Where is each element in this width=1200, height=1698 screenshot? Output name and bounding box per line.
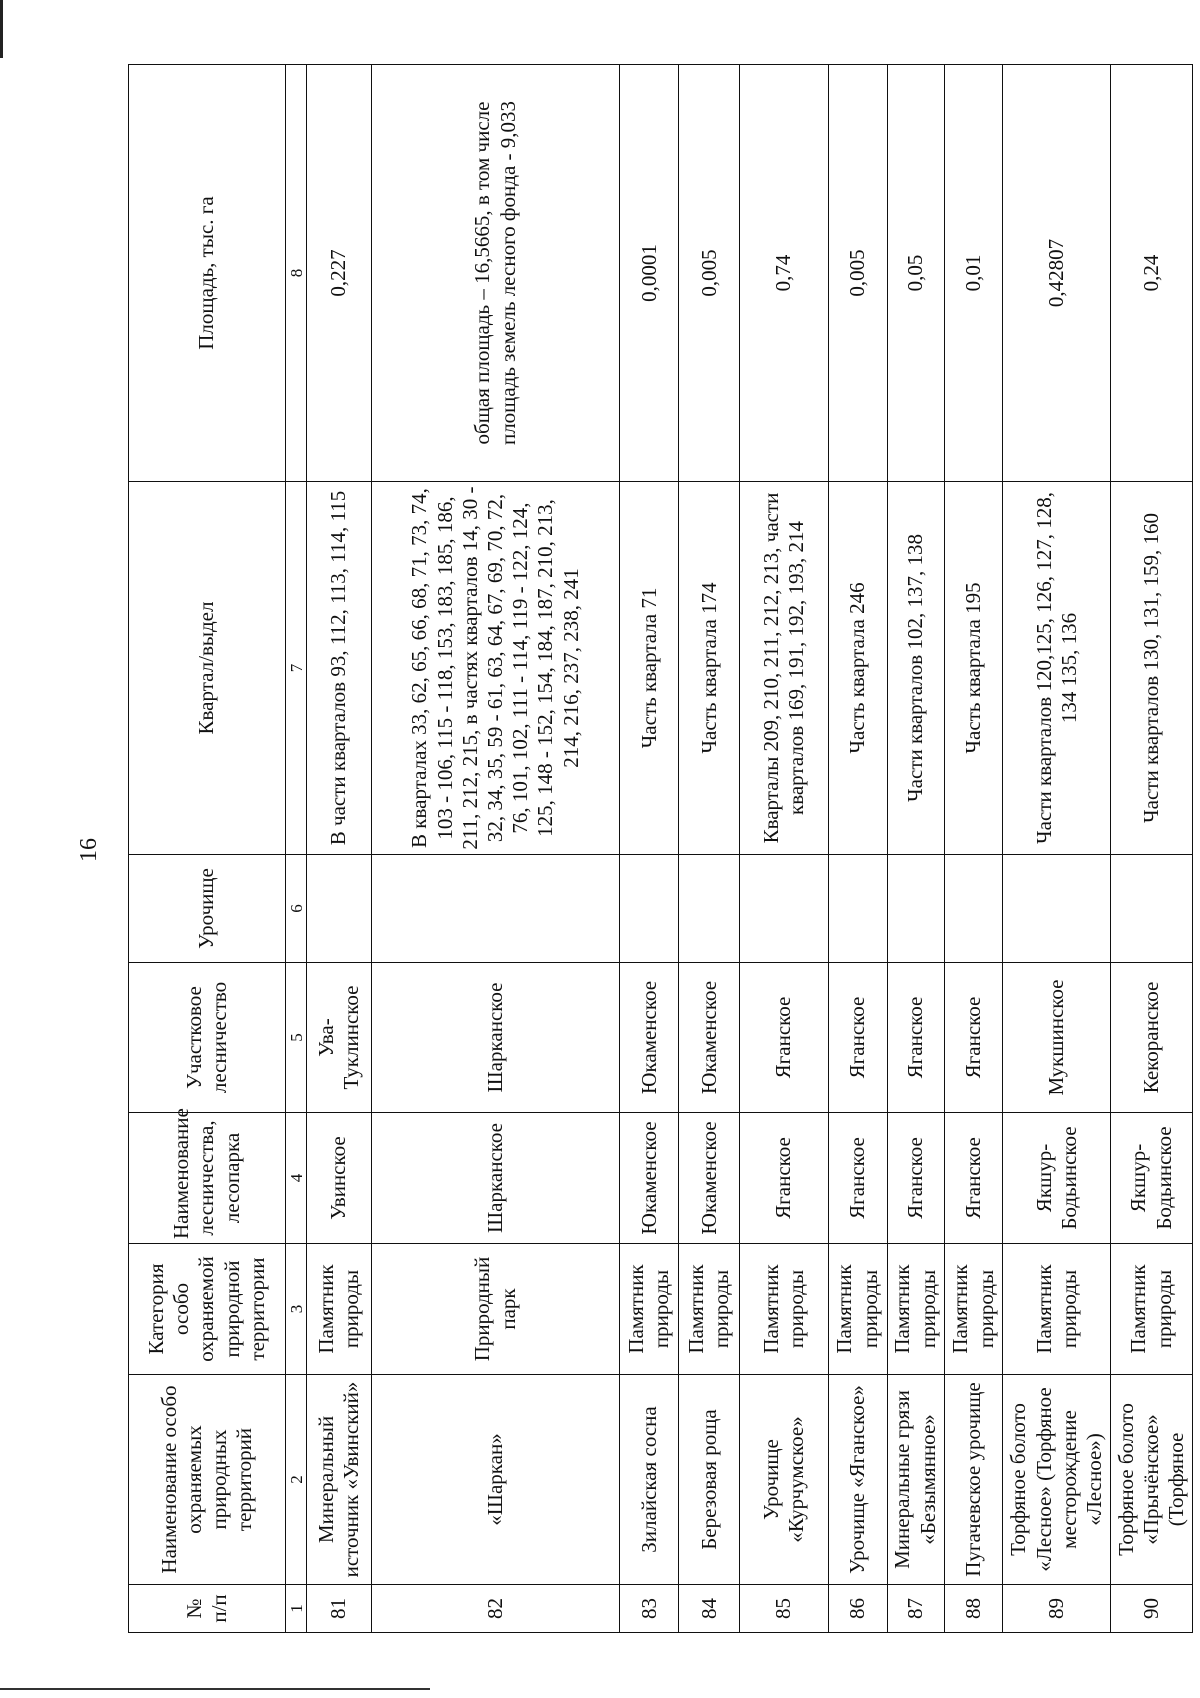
table-cell: 82 (372, 1585, 620, 1633)
table-cell: Урочище «Курчумское» (740, 1375, 828, 1585)
table-cell: Яганское (944, 963, 1003, 1113)
table-cell (740, 855, 828, 963)
table-cell: Кварталы 209, 210, 211, 212, 213, части кварталов 169, 191, 192, 193, 214 (740, 482, 828, 855)
table-cell: 90 (1111, 1585, 1193, 1633)
table-cell: Урочище «Яганское» (828, 1375, 887, 1585)
table-cell: Яганское (740, 1113, 828, 1244)
table-cell (679, 855, 740, 963)
table-cell: Яганское (740, 963, 828, 1113)
table-row (372, 65, 620, 1633)
table-cell: Памятник природы (944, 1244, 1003, 1375)
table-cell: Юкаменское (679, 963, 740, 1113)
table-cell: 88 (944, 1585, 1003, 1633)
table-cell: 0,42807 (1003, 65, 1111, 482)
table-cell: Памятник природы (828, 1244, 887, 1375)
table-row (887, 65, 944, 1633)
table-header-row (129, 65, 286, 1633)
table-cell: 84 (679, 1585, 740, 1633)
table-cell: 0,0001 (620, 65, 679, 482)
table-cell: Увинское (307, 1113, 372, 1244)
table-cell: 0,05 (887, 65, 944, 482)
table-row (944, 65, 1003, 1633)
table-cell: Яганское (828, 1113, 887, 1244)
column-number-row (286, 65, 307, 1633)
table-cell: Памятник природы (887, 1244, 944, 1375)
table-cell: Мукшинское (1003, 963, 1111, 1113)
table-cell: Зилайская сосна (620, 1375, 679, 1585)
table-cell: Минеральные грязи «Безымянное» (887, 1375, 944, 1585)
table-cell: Памятник природы (620, 1244, 679, 1375)
table-cell: Торфяное болото «Лесное» (Торфяное месторождение «Лесное») (1003, 1375, 1111, 1585)
table-cell: Шарканское (372, 963, 620, 1113)
table-row (679, 65, 740, 1633)
header-cell: Категория особо охраняемой природной территории (129, 1244, 286, 1375)
table-cell: Якшур-Бодьинское (1111, 1113, 1193, 1244)
table-cell: 0,01 (944, 65, 1003, 482)
table-cell: Юкаменское (679, 1113, 740, 1244)
table-cell: Памятник природы (740, 1244, 828, 1375)
column-number: 5 (286, 963, 307, 1113)
table-cell: Торфяное болото «Прычёнское» (Торфяное (1111, 1375, 1193, 1585)
table-cell: Яганское (887, 1113, 944, 1244)
table-cell: 0,24 (1111, 65, 1193, 482)
table-cell (372, 855, 620, 963)
table-cell: «Шаркан» (372, 1375, 620, 1585)
column-number: 8 (286, 65, 307, 482)
table-cell: Памятник природы (679, 1244, 740, 1375)
table-cell (1003, 855, 1111, 963)
protected-areas-table (128, 64, 1193, 1633)
table-cell: Часть квартала 195 (944, 482, 1003, 855)
table-cell: 0,005 (679, 65, 740, 482)
rotated-table-container (128, 65, 1193, 1633)
table-cell: Шарканское (372, 1113, 620, 1244)
page-number: 16 (76, 838, 102, 862)
table-cell: 0,227 (307, 65, 372, 482)
table-cell: Природный парк (372, 1244, 620, 1375)
table-cell: Части кварталов 120,125, 126, 127, 128, 134 135, 136 (1003, 482, 1111, 855)
table-cell (1111, 855, 1193, 963)
table-cell: Части кварталов 130, 131, 159, 160 (1111, 482, 1193, 855)
table-cell (828, 855, 887, 963)
table-cell (887, 855, 944, 963)
table-row (307, 65, 372, 1633)
table-row (740, 65, 828, 1633)
table-cell: 0,005 (828, 65, 887, 482)
table-cell: общая площадь – 16,5665, в том числе площадь земель лесного фонда - 9,033 (372, 65, 620, 482)
table-cell: 85 (740, 1585, 828, 1633)
table-cell: Яганское (944, 1113, 1003, 1244)
table-cell: Минеральный источник «Увинский» (307, 1375, 372, 1585)
table-cell: Части кварталов 102, 137, 138 (887, 482, 944, 855)
table-cell: Ува-Туклинское (307, 963, 372, 1113)
header-cell: Площадь, тыс. га (129, 65, 286, 482)
table-cell: Памятник природы (1003, 1244, 1111, 1375)
table-cell: 86 (828, 1585, 887, 1633)
table-cell: Часть квартала 246 (828, 482, 887, 855)
column-number: 3 (286, 1244, 307, 1375)
column-number: 1 (286, 1585, 307, 1633)
header-cell: Участковое лесничество (129, 963, 286, 1113)
column-number: 6 (286, 855, 307, 963)
scan-bottom-rule (0, 1688, 430, 1690)
table-row (1003, 65, 1111, 1633)
table-cell: 83 (620, 1585, 679, 1633)
table-cell: Березовая роща (679, 1375, 740, 1585)
table-cell: Юкаменское (620, 963, 679, 1113)
header-cell: Квартал/выдел (129, 482, 286, 855)
table-cell: Яганское (828, 963, 887, 1113)
header-cell: Наименование особо охраняемых природных территорий (129, 1375, 286, 1585)
header-cell: Урочище (129, 855, 286, 963)
column-number: 7 (286, 482, 307, 855)
table-cell: Кекоранское (1111, 963, 1193, 1113)
table-cell (944, 855, 1003, 963)
table-row (1111, 65, 1193, 1633)
table-row (828, 65, 887, 1633)
table-cell: 87 (887, 1585, 944, 1633)
table-cell (307, 855, 372, 963)
table-cell: Пугачевское урочище (944, 1375, 1003, 1585)
column-number: 4 (286, 1113, 307, 1244)
table-cell: Якшур-Бодьинское (1003, 1113, 1111, 1244)
table-cell: Юкаменское (620, 1113, 679, 1244)
column-number: 2 (286, 1375, 307, 1585)
scan-edge-mark (0, 0, 3, 58)
table-row (620, 65, 679, 1633)
table-cell: Часть квартала 71 (620, 482, 679, 855)
table-cell: 0,74 (740, 65, 828, 482)
table-cell: 81 (307, 1585, 372, 1633)
table-cell: Памятник природы (1111, 1244, 1193, 1375)
header-cell: Наименование лесничества, лесопарка (129, 1113, 286, 1244)
table-cell: В части кварталов 93, 112, 113, 114, 115 (307, 482, 372, 855)
header-cell: № п/п (129, 1585, 286, 1633)
table-cell: Часть квартала 174 (679, 482, 740, 855)
table-cell: В кварталах 33, 62, 65, 66, 68, 71, 73, 74, 103 - 106, 115 - 118, 153, 183, 185, 186, 211, 212, 215, в частях кварталов 14, 30 - 32, 34, 35, 59 - 61, 63, 64, 67, 69, 70, 72, 76, 101, 102, 111 - 114, 119 - 122, 124, 125, 148 - 152, 154, 184, 187, 210, 213, 214, 216, 237, 238, 241 (372, 482, 620, 855)
table-cell (620, 855, 679, 963)
table-cell: Памятник природы (307, 1244, 372, 1375)
table-cell: Яганское (887, 963, 944, 1113)
table-cell: 89 (1003, 1585, 1111, 1633)
